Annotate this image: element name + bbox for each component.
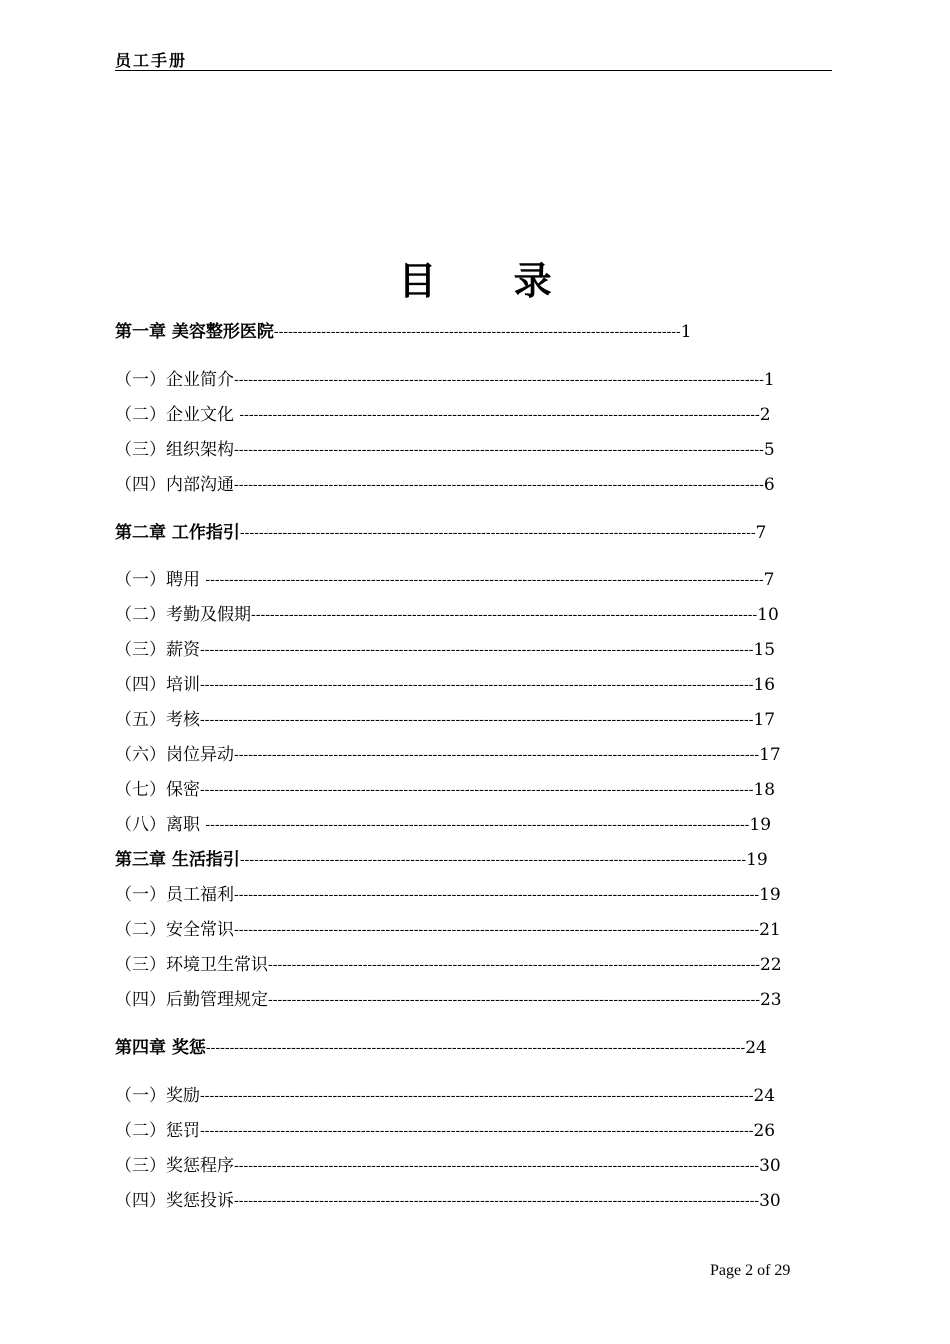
toc-leader-dashes: --------------------------------------------------------------------------------------------------------------------- (200, 642, 754, 658)
toc-entry-page: 19 (746, 850, 768, 870)
toc-entry-label: （二）考勤及假期 (115, 605, 251, 625)
toc-leader-dashes: --------------------------------------------------------------------------------------------------------------------- (200, 1123, 754, 1139)
toc-entry-page: 17 (753, 710, 776, 730)
toc-entry-label: （一）聘用 (115, 570, 206, 590)
toc-leader-dashes: --------------------------------------------------------------------------------------------------------------------- (200, 712, 754, 728)
header-title: 员工手册 (115, 51, 188, 70)
toc-leader-dashes: --------------------------------------------------------------------------------------------------------------- (234, 922, 760, 938)
toc-entry-label: （三）薪资 (115, 640, 200, 660)
toc-section-entry[interactable] (115, 883, 816, 907)
toc-entry-label: （一）员工福利 (115, 885, 234, 905)
toc-leader-dashes: -------------------------------------------------------------------------------------- (273, 324, 681, 340)
toc-section-entry[interactable] (115, 1119, 816, 1143)
toc-entry-label: （三）环境卫生常识 (115, 955, 268, 975)
toc-entry-page: 10 (757, 605, 779, 625)
toc-section-entry[interactable] (115, 708, 816, 732)
toc-entry-label: （二）安全常识 (115, 920, 234, 940)
toc-entry-label: （四）奖惩投诉 (115, 1191, 234, 1211)
toc-entry-page: 17 (759, 745, 781, 765)
toc-section-entry[interactable] (115, 813, 808, 837)
toc-leader-dashes: ---------------------------------------------------------------------------------------------------------------- (234, 372, 764, 388)
toc-entry-page: 19 (749, 815, 772, 835)
toc-section-entry[interactable] (115, 778, 816, 802)
toc-section-entry[interactable] (115, 368, 812, 392)
toc-entry-page: 24 (753, 1086, 776, 1106)
toc-entry-label: （八）离职 (115, 815, 206, 835)
toc-leader-dashes: ----------------------------------------------------------------------------------------------------------- (239, 852, 747, 868)
toc-entry-label: 第一章 美容整形医院 (115, 322, 274, 342)
toc-entry-label: （一）奖励 (115, 1086, 200, 1106)
toc-entry-page: 1 (680, 322, 692, 342)
toc-section-entry[interactable] (115, 473, 812, 497)
toc-section-entry[interactable] (115, 403, 805, 427)
toc-section-entry[interactable] (115, 638, 816, 662)
toc-entry-label: 第四章 奖惩 (115, 1038, 206, 1058)
toc-leader-dashes: ------------------------------------------------------------------------------------------------------------------- (205, 817, 750, 833)
toc-leader-dashes: ------------------------------------------------------------------------------------------------------------------ (205, 1040, 746, 1056)
toc-entry-page: 7 (755, 523, 767, 543)
toc-entry-page: 18 (753, 780, 776, 800)
toc-chapter-entry[interactable] (115, 521, 803, 545)
toc-leader-dashes: --------------------------------------------------------------------------------------------------------------- (234, 747, 760, 763)
toc-chapter-entry[interactable] (115, 848, 806, 872)
toc-entry-label: （一）企业简介 (115, 370, 234, 390)
toc-entry-page: 30 (759, 1156, 781, 1176)
toc-entry-label: （六）岗位异动 (115, 745, 234, 765)
toc-leader-dashes: ----------------------------------------------------------------------------------------------------------- (251, 607, 758, 623)
toc-entry-page: 26 (753, 1121, 776, 1141)
toc-leader-dashes: ------------------------------------------------------------------------------------------------------------- (239, 525, 756, 541)
toc-entry-label: （二）惩罚 (115, 1121, 200, 1141)
toc-section-entry[interactable] (115, 1189, 816, 1213)
toc-entry-page: 30 (759, 1191, 781, 1211)
toc-section-entry[interactable] (115, 988, 816, 1012)
toc-entry-label: （三）组织架构 (115, 440, 234, 460)
toc-entry-page: 21 (759, 920, 781, 940)
toc-section-entry[interactable] (115, 438, 812, 462)
toc-entry-page: 6 (763, 475, 775, 495)
toc-entry-label: （二）企业文化 (115, 405, 240, 425)
toc-entry-page: 1 (763, 370, 775, 390)
toc-section-entry[interactable] (115, 568, 812, 592)
toc-section-entry[interactable] (115, 673, 816, 697)
toc-leader-dashes: --------------------------------------------------------------------------------------------------------------------- (200, 1088, 754, 1104)
toc-chapter-entry[interactable] (115, 1036, 806, 1060)
toc-entry-label: （四）后勤管理规定 (115, 990, 268, 1010)
toc-section-entry[interactable] (115, 1084, 816, 1108)
toc-leader-dashes: --------------------------------------------------------------------------------------------------------------------- (200, 677, 754, 693)
toc-entry-label: 第三章 生活指引 (115, 850, 240, 870)
toc-entry-page: 19 (759, 885, 781, 905)
page-number: Page 2 of 29 (710, 1262, 791, 1279)
toc-leader-dashes: --------------------------------------------------------------------------------------------------------------------- (200, 782, 754, 798)
toc-entry-label: （四）内部沟通 (115, 475, 234, 495)
toc-entry-label: 第二章 工作指引 (115, 523, 240, 543)
toc-entry-label: （七）保密 (115, 780, 200, 800)
toc-entry-page: 16 (753, 675, 776, 695)
toc-leader-dashes: ---------------------------------------------------------------------------------------------------------------- (234, 477, 764, 493)
toc-leader-dashes: --------------------------------------------------------------------------------------------------------------- (234, 1193, 760, 1209)
toc-leader-dashes: --------------------------------------------------------------------------------------------------------------- (234, 1158, 760, 1174)
toc-leader-dashes: -------------------------------------------------------------------------------------------------------- (268, 992, 760, 1008)
toc-leader-dashes: -------------------------------------------------------------------------------------------------------- (268, 957, 760, 973)
toc-entry-page: 23 (759, 990, 782, 1010)
toc-entry-page: 15 (753, 640, 776, 660)
toc-section-entry[interactable] (115, 603, 816, 627)
toc-section-entry[interactable] (115, 953, 816, 977)
toc-entry-page: 24 (745, 1038, 767, 1058)
toc-entry-label: （四）培训 (115, 675, 200, 695)
toc-chapter-entry[interactable] (115, 320, 720, 344)
toc-entry-page: 22 (759, 955, 782, 975)
page-header (115, 48, 832, 71)
toc-entry-page: 7 (763, 570, 775, 590)
toc-entry-page: 2 (759, 405, 771, 425)
toc-entry-label: （五）考核 (115, 710, 200, 730)
toc-section-entry[interactable] (115, 918, 816, 942)
toc-title: 目 录 (398, 259, 584, 303)
toc-entry-page: 5 (763, 440, 775, 460)
toc-leader-dashes: ---------------------------------------------------------------------------------------------------------------------- (205, 572, 764, 588)
toc-leader-dashes: -------------------------------------------------------------------------------------------------------------- (239, 407, 760, 423)
toc-section-entry[interactable] (115, 743, 816, 767)
toc-leader-dashes: --------------------------------------------------------------------------------------------------------------- (234, 887, 760, 903)
toc-entry-label: （三）奖惩程序 (115, 1156, 234, 1176)
toc-leader-dashes: ---------------------------------------------------------------------------------------------------------------- (234, 442, 764, 458)
toc-section-entry[interactable] (115, 1154, 816, 1178)
